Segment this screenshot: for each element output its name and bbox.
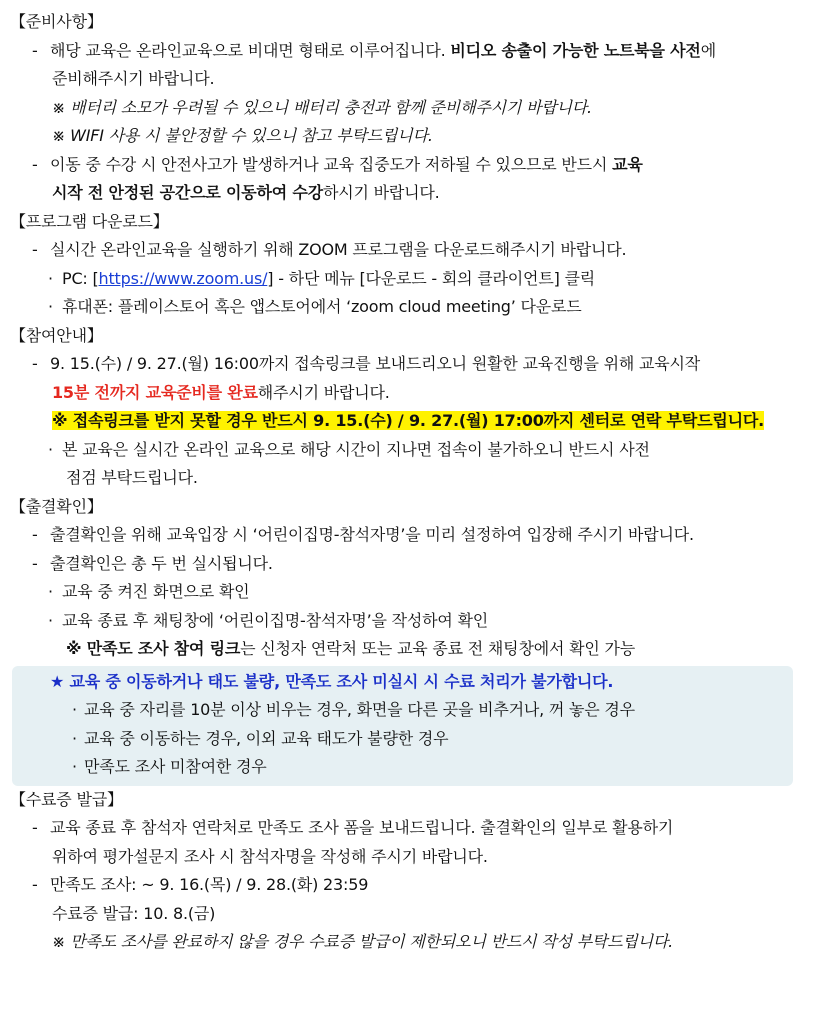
dot-item-continued: 점검 부탁드립니다.	[66, 468, 198, 487]
list-item	[0, 814, 835, 843]
list-item-continued	[0, 379, 835, 408]
section-title-certificate: 【수료증 발급】	[10, 789, 123, 809]
section-title-prep: 【준비사항】	[10, 12, 103, 31]
dash-bullet: -	[32, 354, 38, 373]
bold-text: 교육	[612, 154, 643, 174]
dash-bullet: -	[32, 154, 38, 174]
text: 9. 15.(수) / 9. 27.(월) 16:00까지 접속링크를 보내드리오니 원활한 교육진행을 위해 교육시작	[50, 354, 701, 373]
text: 출결확인을 위해 교육입장 시 ‘어린이집명-참석자명’을 미리 설정하여 입장해 주시기 바랍니다.	[50, 525, 694, 544]
text: 교육 중 이동하는 경우, 이외 교육 태도가 불량한 경우	[84, 728, 449, 748]
list-item-continued: 준비해주시기 바랍니다.	[52, 69, 215, 88]
text: 만족도 조사 미참여한 경우	[84, 757, 267, 776]
list-item	[0, 550, 835, 579]
note-text: ※ WIFI 사용 시 불안정할 수 있으니 참고 부탁드립니다.	[52, 126, 433, 145]
dot-bullet: ·	[48, 582, 53, 601]
dot-bullet: ·	[48, 297, 53, 316]
highlight-line	[0, 407, 835, 436]
text: ] - 하단 메뉴 [다운로드 - 회의 클라이언트] 클릭	[267, 268, 596, 288]
list-item	[0, 37, 835, 66]
list-item-continued: 위하여 평가설문지 조사 시 참석자명을 작성해 주시기 바랍니다.	[52, 846, 488, 866]
text: 하시기 바랍니다.	[322, 183, 440, 202]
dot-bullet: ·	[48, 610, 53, 630]
text: 휴대폰: 플레이스토어 혹은 앱스토어에서 ‘zoom cloud meeting’ 다운로드	[62, 297, 582, 316]
notice-item	[12, 725, 793, 754]
text: 출결확인은 총 두 번 실시됩니다.	[50, 553, 273, 573]
list-item	[0, 350, 835, 379]
notice-box	[12, 666, 793, 786]
note-line	[0, 635, 835, 664]
dot-item	[0, 436, 835, 465]
dash-bullet: -	[32, 240, 38, 259]
text: 에	[700, 40, 716, 60]
list-item	[0, 236, 835, 265]
list-item	[0, 871, 835, 900]
text: 해당 교육은 온라인교육으로 비대면 형태로 이루어집니다.	[50, 40, 451, 60]
highlighted-notice: ※ 접속링크를 받지 못할 경우 반드시 9. 15.(수) / 9. 27.(월) 17:00까지 센터로 연락 부탁드립니다.	[52, 411, 764, 430]
text: 는 신청자 연락처 또는 교육 종료 전 채팅창에서 확인 가능	[240, 639, 636, 658]
dot-item	[0, 607, 835, 636]
list-item-continued: 수료증 발급: 10. 8.(금)	[52, 903, 216, 923]
text: PC: [	[62, 268, 99, 288]
dash-bullet: -	[32, 40, 38, 60]
dot-item	[0, 293, 835, 322]
notice-item	[12, 753, 793, 782]
text: 교육 중 자리를 10분 이상 비우는 경우, 화면을 다른 곳을 비추거나, 꺼 놓은 경우	[84, 700, 635, 719]
note-text: ※ 만족도 조사를 완료하지 않을 경우 수료증 발급이 제한되오니 반드시 작성 부탁드립니다.	[52, 932, 674, 951]
text: 이동 중 수강 시 안전사고가 발생하거나 교육 집중도가 저하될 수 있으므로 반드시	[50, 154, 613, 174]
bold-text: 시작 전 안정된 공간으로 이동하여 수강	[52, 183, 323, 202]
notice-item	[12, 696, 793, 725]
zoom-download-link[interactable]: https://www.zoom.us/	[98, 268, 268, 288]
list-item	[0, 521, 835, 550]
bold-text: ※ 만족도 조사 참여 링크	[66, 639, 241, 658]
text: 만족도 조사: ~ 9. 16.(목) / 9. 28.(화) 23:59	[50, 875, 369, 894]
section-title-attendance: 【출결확인】	[10, 496, 103, 516]
text: 실시간 온라인교육을 실행하기 위해 ZOOM 프로그램을 다운로드해주시기 바랍니다.	[50, 240, 627, 259]
dash-bullet: -	[32, 525, 38, 544]
notice-heading: ★ 교육 중 이동하거나 태도 불량, 만족도 조사 미실시 시 수료 처리가 불가합니다.	[50, 671, 614, 691]
dot-bullet: ·	[48, 439, 53, 459]
list-item	[0, 151, 835, 180]
dot-item	[0, 578, 835, 607]
dot-bullet: ·	[72, 700, 77, 719]
dot-bullet: ·	[72, 728, 77, 748]
text: 교육 중 켜진 화면으로 확인	[62, 582, 250, 601]
dot-bullet: ·	[48, 268, 53, 288]
section-title-download: 【프로그램 다운로드】	[10, 211, 169, 231]
text: 교육 종료 후 채팅창에 ‘어린이집명-참석자명’을 작성하여 확인	[62, 610, 489, 630]
section-title-join: 【참여안내】	[10, 325, 103, 345]
list-item-continued	[0, 179, 835, 208]
red-bold-text: 15분 전까지 교육준비를 완료	[52, 382, 258, 402]
text: 교육 종료 후 참석자 연락처로 만족도 조사 폼을 보내드립니다. 출결확인의 일부로 활용하기	[50, 818, 674, 837]
note-text: ※ 배터리 소모가 우려될 수 있으니 배터리 충전과 함께 준비해주시기 바랍니다.	[52, 97, 592, 117]
text: 본 교육은 실시간 온라인 교육으로 해당 시간이 지나면 접속이 불가하오니 반드시 사전	[62, 439, 650, 459]
dash-bullet: -	[32, 875, 38, 894]
dot-item	[0, 265, 835, 294]
dash-bullet: -	[32, 553, 38, 573]
dash-bullet: -	[32, 818, 38, 837]
text: 해주시기 바랍니다.	[257, 382, 390, 402]
bold-text: 비디오 송출이 가능한 노트북을 사전	[450, 40, 701, 60]
dot-bullet: ·	[72, 757, 77, 776]
